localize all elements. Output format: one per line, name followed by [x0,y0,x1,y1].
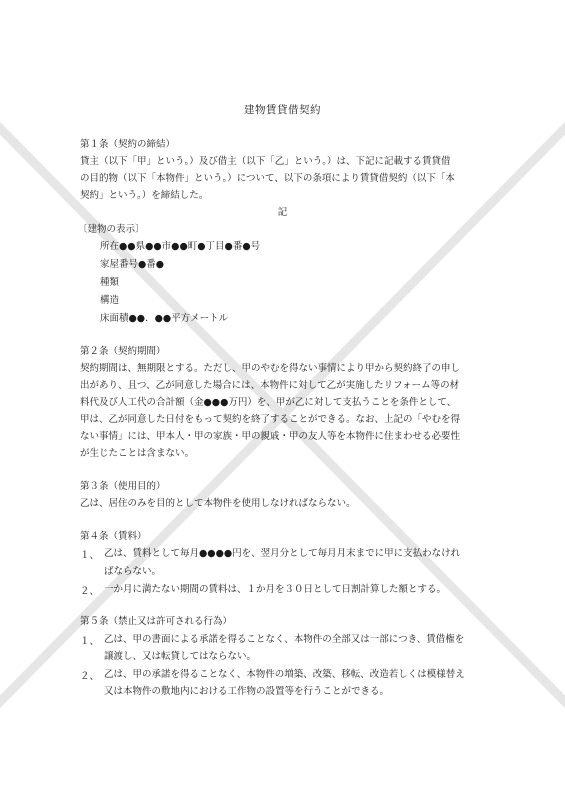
article-1-heading: 第１条（契約の締結） [80,139,176,150]
article-2-heading: 第２条（契約期間） [80,346,166,357]
article-5-heading: 第５条（禁止又は許可される行為） [80,616,233,627]
article-4-item-number: ２、 [80,586,100,597]
article-4-heading: 第４条（賃料） [80,531,147,542]
article-2-line: が生じたことは含まない。 [80,448,195,459]
building-item: 構造 [100,295,120,306]
article-2-line: ない事情」には、甲本人・甲の家族・甲の親戚・甲の友人等を本物件に住まわせる必要性 [80,431,461,442]
article-5-item-line: 乙は、甲の承諾を得ることなく、本物件の増築、改築、移転、改造若しくは模様替え [104,669,465,680]
article-4-item-line: ばならない。 [104,566,162,577]
article-5-item-number: １、 [80,636,100,647]
article-2-line: 甲は、乙が同意した日付をもって契約を終了することができる。なお、上記の「やむを得 [80,414,461,425]
building-item: 床面積●●．●●平方メートル [100,313,229,324]
article-4-item-number: １、 [80,550,100,561]
article-4-item-line: 一か月に満たない期間の賃料は、１か月を３０日として日割計算した額とする。 [104,584,447,595]
article-2-line: 料代及び人工代の合計額（金●●●万円）を、甲が乙に対して支払うことを条件として、 [80,397,457,408]
article-3-heading: 第３条（使用目的） [80,481,166,492]
article-1-line: 貸主（以下「甲」という。）及び借主（以下「乙」という。）は、下記に記載する賃貸借 [80,156,451,167]
article-1-line: の目的物（以下「本物件」という。）について、以下の条項により賃貸借契約（以下「本 [80,173,455,184]
building-item: 種類 [100,277,120,288]
article-1-line: 契約」という。）を締結した。 [80,190,209,201]
article-2-line: 契約期間は、無期限とする。ただし、甲のやむを得ない事情により甲から契約終了の申し [80,363,461,374]
article-5-item-line: 乙は、甲の書面による承諾を得ることなく、本物件の全部又は一部につき、賃借権を [104,634,465,645]
article-3-line: 乙は、居住のみを目的として本物件を使用しなければならない。 [80,498,356,509]
ki-marker: 記 [277,207,288,218]
article-4-item-line: 乙は、賃料として毎月●●●●円を、翌月分として毎月月末までに甲に支払わなけれ [104,548,461,559]
document-title: 建物賃貸借契約 [244,104,321,116]
article-5-item-line: 譲渡し、又は転貸してはならない。 [104,651,257,662]
article-5-item-number: ２、 [80,671,100,682]
building-label: 〔建物の表示〕 [78,224,145,235]
article-2-line: 出があり、且つ、乙が同意した場合には、本物件に対して乙が実施したリフォーム等の材 [80,380,460,391]
building-item: 家屋番号●番● [100,259,165,270]
article-5-item-line: 又は本物件の敷地内における工作物の設置等を行うことができる。 [104,686,390,697]
building-item: 所在●●県●●市●●町●丁目●番●号 [100,241,261,252]
